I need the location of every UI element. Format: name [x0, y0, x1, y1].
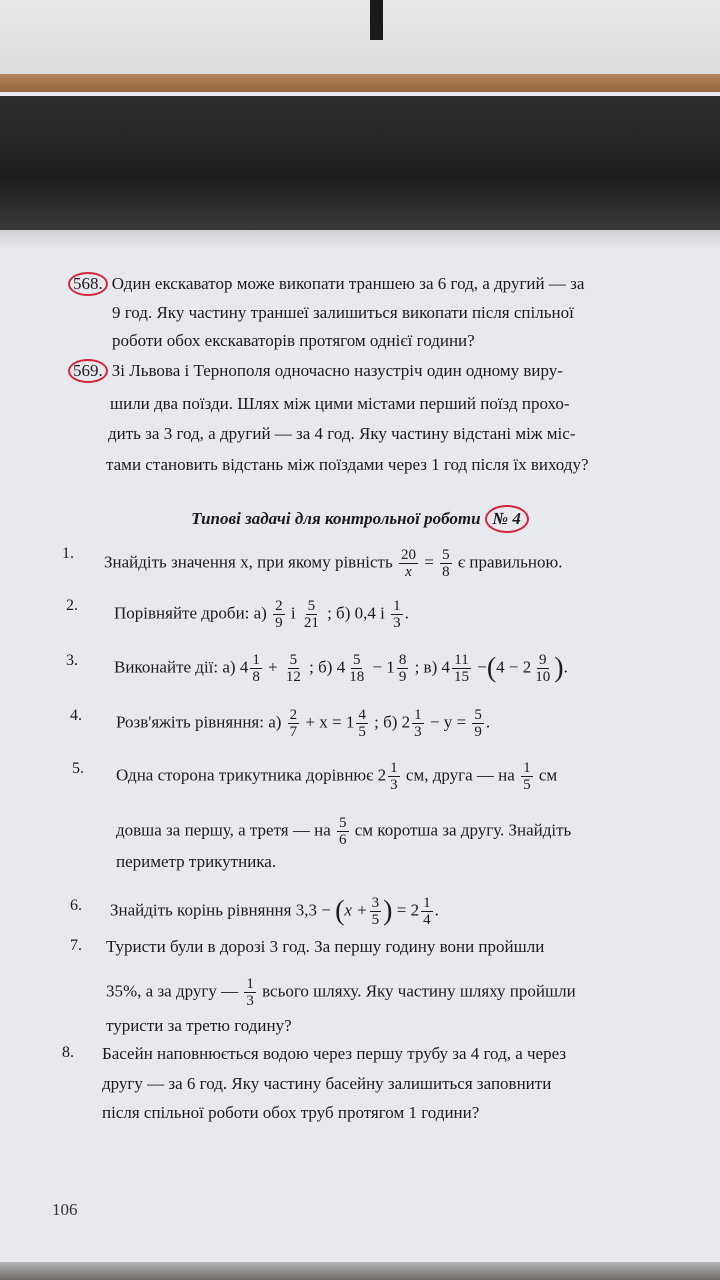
- section-title: Типові задачі для контрольної роботи № 4: [0, 505, 720, 533]
- task-3: Виконайте дії: а) 4 $\frac{1}{8}$ + $\frac{5}{12}$ ; б) 4 $\frac{5}{18}$ − 1 $\frac{8}{9}$ ; в) 4 $\frac{11}{15}$ −(4 − 2 $\frac{9}{10}$ ).: [114, 652, 568, 685]
- task-6-number: 6.: [70, 897, 82, 914]
- task-5-line-2: довша за першу, а третя — на $\frac{5}{6}$ см коротша за другу. Знайдіть: [116, 815, 572, 848]
- problem-568-line-1: 568. Один екскаватор може викопати траншею за 6 год, а другий — за: [68, 272, 668, 296]
- task-7-line-2: 35%, а за другу — $\frac{1}{3}$ всього шляху. Яку частину шляху пройшли: [106, 976, 576, 1009]
- problem-number: 569.: [68, 359, 108, 383]
- dark-page-band: [0, 96, 720, 231]
- fraction: $\frac{20}{x}$: [401, 547, 416, 580]
- problem-568-line-3: роботи обох екскаваторів протягом однієї години?: [112, 331, 475, 350]
- background-sheet: [0, 0, 720, 74]
- task-6: Знайдіть корінь рівняння 3,3 − (x + $\frac{3}{5}$ ) = 2 $\frac{1}{4}$ .: [110, 895, 439, 928]
- task-8-line-3: після спільної роботи обох труб протягом 1 години?: [102, 1103, 480, 1122]
- section-number: № 4: [485, 505, 529, 533]
- problem-568-line-2: 9 год. Яку частину траншеї залишиться викопати після спільної: [112, 303, 574, 322]
- fraction: $\frac{5}{8}$: [442, 547, 450, 580]
- task-1: Знайдіть значення x, при якому рівність $\frac{20}{x}$ = $\frac{5}{8}$ є правильною.: [104, 547, 563, 580]
- task-5-number: 5.: [72, 760, 84, 777]
- task-8-line-2: другу — за 6 год. Яку частину басейну залишиться заповнити: [102, 1074, 552, 1093]
- task-8-number: 8.: [62, 1044, 74, 1061]
- dark-binder-bar: [370, 0, 383, 40]
- task-5-line-1: Одна сторона трикутника дорівнює 2 $\frac{1}{3}$ см, друга — на $\frac{1}{5}$ см: [116, 760, 558, 793]
- textbook-page: [0, 92, 720, 1280]
- task-2-number: 2.: [66, 597, 78, 614]
- problem-569-line-4: тами становить відстань між поїздами через 1 год після їх виходу?: [106, 455, 589, 474]
- task-7-line-3: туристи за третю годину?: [106, 1016, 292, 1035]
- page-fold: [0, 230, 720, 248]
- task-4-number: 4.: [70, 707, 82, 724]
- task-7-number: 7.: [70, 937, 82, 954]
- problem-569-line-2: шили два поїзди. Шлях між цими містами перший поїзд прохо-: [110, 394, 570, 413]
- task-2: Порівняйте дроби: а) $\frac{2}{9}$ і $\frac{5}{21}$ ; б) 0,4 і $\frac{1}{3}$ .: [114, 598, 409, 631]
- task-7-line-1: Туристи були в дорозі 3 год. За першу годину вони пройшли: [106, 937, 545, 956]
- task-8-line-1: Басейн наповнюється водою через першу трубу за 4 год, а через: [102, 1044, 567, 1063]
- page-number: 106: [52, 1200, 78, 1219]
- task-4: Розв'яжіть рівняння: а) $\frac{2}{7}$ + x = 1 $\frac{4}{5}$ ; б) 2 $\frac{1}{3}$ − y = $\frac{5}{9}$ .: [116, 707, 491, 740]
- task-1-number: 1.: [62, 545, 74, 562]
- problem-number: 568.: [68, 272, 108, 296]
- task-5-line-3: периметр трикутника.: [116, 852, 277, 871]
- page-bottom-edge: [0, 1262, 720, 1280]
- problem-569-line-3: дить за 3 год, а другий — за 4 год. Яку частину відстані між міс-: [108, 424, 576, 443]
- task-3-number: 3.: [66, 652, 78, 669]
- problem-569-line-1: 569. Зі Львова і Тернополя одночасно назустріч один одному виру-: [68, 359, 563, 383]
